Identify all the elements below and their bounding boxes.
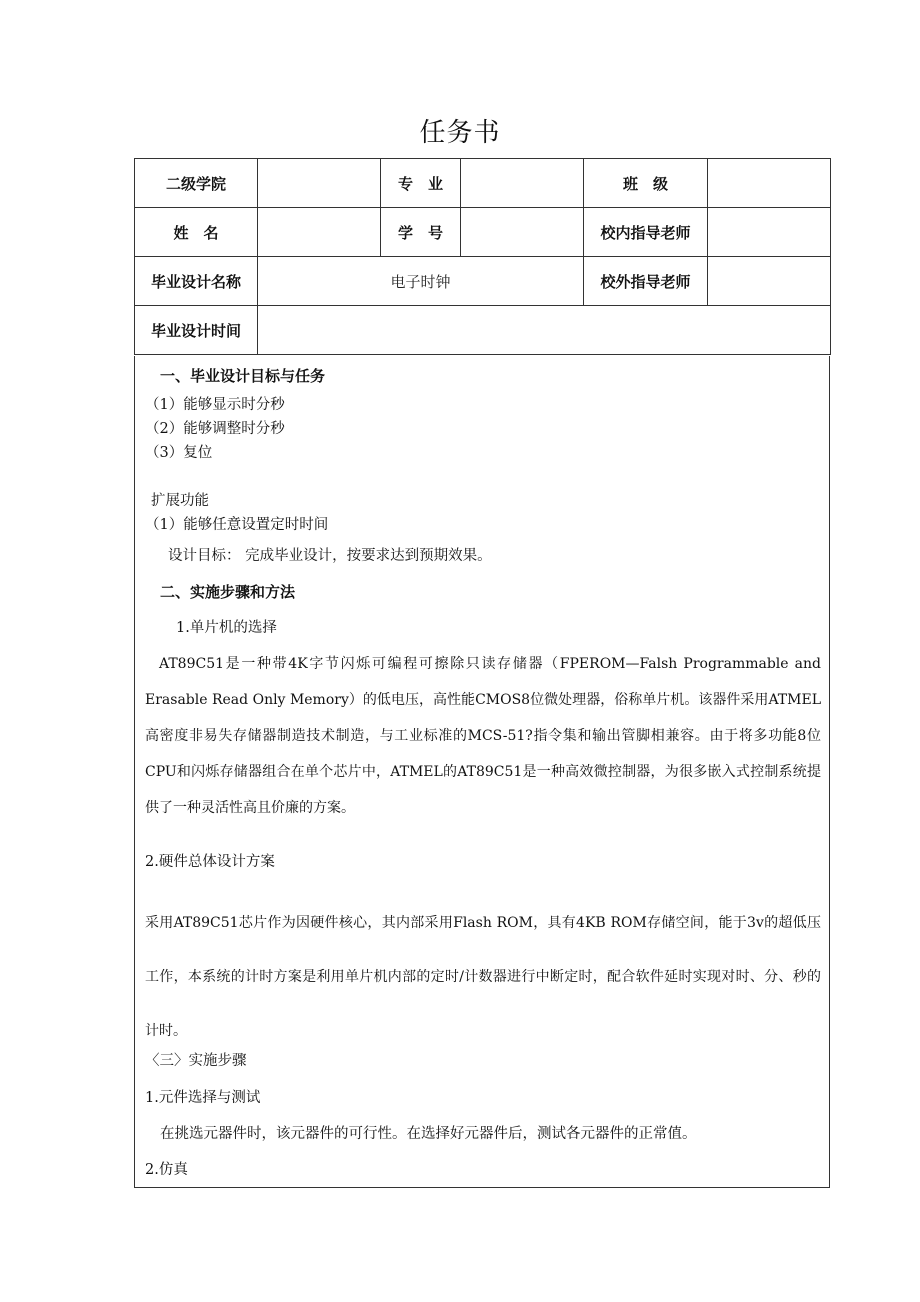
- major-label: 专 业: [381, 159, 461, 208]
- info-row-2: [135, 208, 831, 257]
- page-title: 任务书: [419, 118, 501, 148]
- college-label: 二级学院: [135, 159, 258, 208]
- design-name-field[interactable]: 电子时钟: [258, 257, 584, 306]
- task-content-box: [134, 356, 830, 1188]
- section-2-heading: 二、实施步骤和方法: [160, 583, 296, 601]
- mcu-paragraph: AT89C51是一种带4K字节闪烁可编程可擦除只读存储器（FPEROM—Falsh Programmable and Erasable Read Only Memory）的低电压，高性能CMOS8位微处理器，俗称单片机。该器件采用ATMEL高密度非易失存储器制造技术制造，与工业标准的MCS-51?指令集和输出管脚相兼容。由于将多功能8位CPU和闪烁存储器组合在单个芯片中，ATMEL的AT89C51是一种高效微控制器，为很多嵌入式控制系统提供了一种灵活性高且价廉的方案。: [145, 656, 821, 816]
- section-1-heading: 一、毕业设计目标与任务: [160, 367, 326, 385]
- info-row-4: [135, 306, 831, 355]
- info-row-1: [135, 159, 831, 208]
- design-goal-text: 设计目标： 完成毕业设计，按要求达到预期效果。: [168, 548, 492, 564]
- steps-heading: 〈三〉实施步骤: [145, 1053, 247, 1069]
- name-field[interactable]: [258, 208, 381, 257]
- info-table: [134, 158, 831, 355]
- inner-teacher-field[interactable]: [708, 208, 831, 257]
- info-row-3: [135, 257, 831, 306]
- student-id-label: 学 号: [381, 208, 461, 257]
- hardware-paragraph: 采用AT89C51芯片作为因硬件核心，其内部采用Flash ROM，具有4KB ROM存储空间，能于3v的超低压工作，本系统的计时方案是利用单片机内部的定时/计数器进行中断定时，配合软件延时实现对时、分、秒的计时。: [145, 915, 821, 1039]
- class-label: 班 级: [584, 159, 708, 208]
- college-field[interactable]: [258, 159, 381, 208]
- step-2-heading: 2.仿真: [145, 1162, 188, 1178]
- name-label: 姓 名: [135, 208, 258, 257]
- hardware-heading: 2.硬件总体设计方案: [145, 854, 275, 870]
- outer-teacher-field[interactable]: [708, 257, 831, 306]
- extension-label: 扩展功能: [151, 493, 209, 509]
- mcu-heading: 1.单片机的选择: [176, 620, 277, 636]
- design-name-label: 毕业设计名称: [135, 257, 258, 306]
- goal-item: （2）能够调整时分秒: [145, 421, 285, 437]
- design-time-label: 毕业设计时间: [135, 306, 258, 355]
- extension-item: （1）能够任意设置定时时间: [145, 517, 329, 533]
- class-field[interactable]: [708, 159, 831, 208]
- goal-item: （1）能够显示时分秒: [145, 397, 285, 413]
- major-field[interactable]: [461, 159, 584, 208]
- step-1-heading: 1.元件选择与测试: [145, 1090, 261, 1106]
- student-id-field[interactable]: [461, 208, 584, 257]
- outer-teacher-label: 校外指导老师: [584, 257, 708, 306]
- design-time-field[interactable]: [258, 306, 831, 355]
- inner-teacher-label: 校内指导老师: [584, 208, 708, 257]
- step-1-text: 在挑选元器件时，该元器件的可行性。在选择好元器件后，测试各元器件的正常值。: [160, 1126, 697, 1142]
- goal-item: （3）复位: [145, 445, 213, 461]
